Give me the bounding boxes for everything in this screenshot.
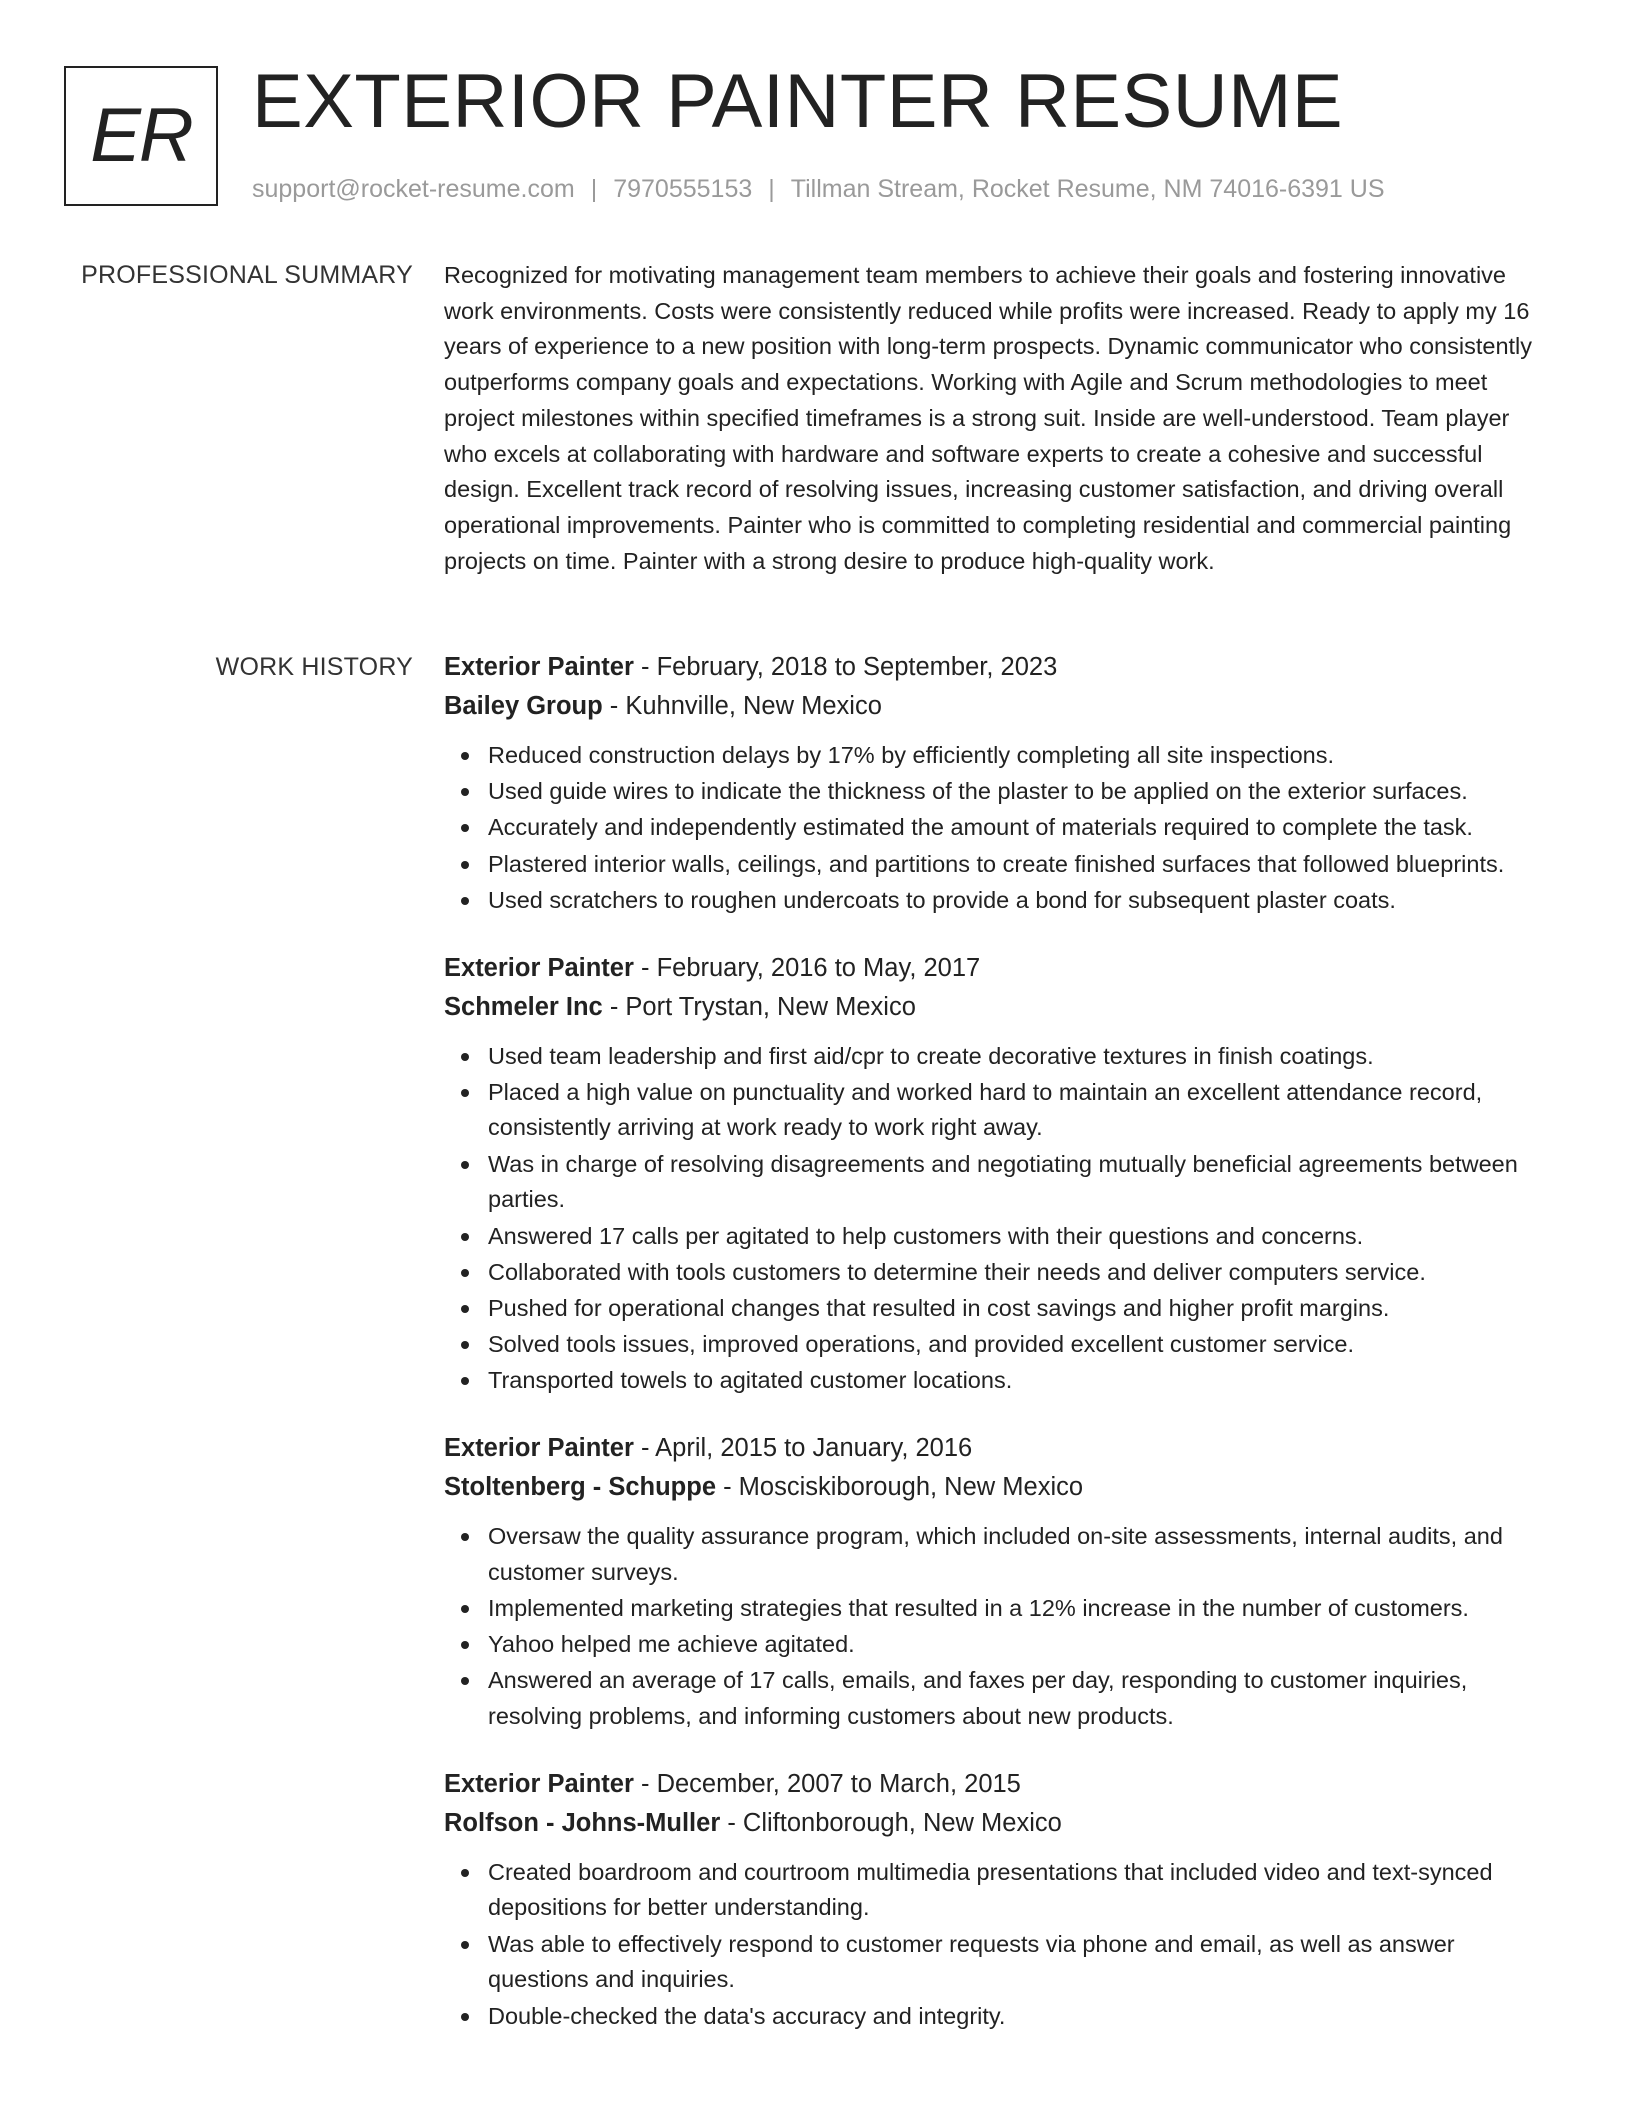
job-bullet: Created boardroom and courtroom multimedia presentations that included video and text-synced depositions for better understanding. — [488, 1855, 1556, 1926]
job-company-line — [444, 687, 1556, 726]
work-history-heading: WORK HISTORY — [215, 653, 413, 681]
job-bullet: Solved tools issues, improved operations, and provided excellent customer service. — [488, 1327, 1556, 1363]
job-bullet-list — [444, 1039, 1556, 1400]
job-bullet: Used guide wires to indicate the thickness of the plaster to be applied on the exterior surfaces. — [488, 774, 1556, 810]
job-bullet: Used team leadership and first aid/cpr to create decorative textures in finish coatings. — [488, 1039, 1556, 1075]
job-bullet: Answered 17 calls per agitated to help customers with their questions and concerns. — [488, 1219, 1556, 1255]
contact-email: support@rocket-resume.com — [252, 175, 575, 203]
contact-separator: | — [590, 175, 598, 203]
job-bullet: Double-checked the data's accuracy and integrity. — [488, 1999, 1556, 2035]
job-bullet: Yahoo helped me achieve agitated. — [488, 1627, 1556, 1663]
job-bullet-list — [444, 738, 1556, 919]
job-title: Exterior Painter — [444, 653, 634, 681]
job-location: - Cliftonborough, New Mexico — [720, 1808, 1062, 1837]
summary-text: Recognized for motivating management team members to achieve their goals and fostering innovative work environments. Costs were consistently reduced while profits were increased. Ready to apply my 16 years of experience to a new position with long-term prospects. Dynamic communicator who consistently outperforms company goals and expectations. Working with Agile and Scrum methodologies to meet project milestones within specified timeframes is a strong suit. Inside are well-understood. Team player who excels at collaborating with hardware and software experts to create a cohesive and successful design. Excellent track record of resolving issues, increasing customer satisfaction, and driving overall operational improvements. Painter who is committed to completing residential and commercial painting projects on time. Painter with a strong desire to produce high-quality work. — [444, 262, 1533, 574]
job-dates: - April, 2015 to January, 2016 — [633, 1434, 973, 1463]
job-bullet: Accurately and independently estimated the amount of materials required to complete the task. — [488, 810, 1556, 846]
job-dates: - February, 2018 to September, 2023 — [633, 653, 1058, 681]
job-company-line — [444, 988, 1556, 1027]
monogram-initials: ER — [90, 93, 192, 178]
job-company: Stoltenberg - Schuppe — [444, 1473, 717, 1502]
job-dates: - December, 2007 to March, 2015 — [633, 1769, 1021, 1798]
job-bullet: Was able to effectively respond to customer requests via phone and email, as well as answer questions and inquiries. — [488, 1927, 1556, 1998]
job-title-line — [444, 1765, 1556, 1804]
job-entry — [444, 949, 1556, 1400]
job-bullet: Implemented marketing strategies that resulted in a 12% increase in the number of customers. — [488, 1591, 1556, 1627]
job-bullet: Placed a high value on punctuality and worked hard to maintain an excellent attendance record, consistently arriving at work ready to work right away. — [488, 1075, 1556, 1146]
summary-heading: PROFESSIONAL SUMMARY — [81, 261, 413, 289]
monogram-logo — [64, 66, 218, 206]
job-bullet: Transported towels to agitated customer locations. — [488, 1363, 1556, 1399]
job-dates: - February, 2016 to May, 2017 — [633, 953, 981, 982]
contact-address: Tillman Stream, Rocket Resume, NM 74016-6391 US — [790, 175, 1385, 203]
job-bullet: Was in charge of resolving disagreements and negotiating mutually beneficial agreements between parties. — [488, 1147, 1556, 1218]
contact-line — [252, 172, 1385, 207]
job-location: - Port Trystan, New Mexico — [602, 992, 916, 1021]
job-title: Exterior Painter — [444, 1769, 634, 1798]
job-title: Exterior Painter — [444, 953, 634, 982]
job-entry — [444, 1765, 1556, 2035]
job-company: Bailey Group — [444, 692, 603, 720]
job-bullet: Plastered interior walls, ceilings, and partitions to create finished surfaces that followed blueprints. — [488, 847, 1556, 883]
job-title-line — [444, 949, 1556, 988]
job-entry — [444, 648, 1556, 919]
contact-separator: | — [768, 175, 775, 203]
work-history-list — [444, 648, 1556, 2064]
job-bullet: Oversaw the quality assurance program, which included on-site assessments, internal audits, and customer surveys. — [488, 1519, 1556, 1590]
resume-title: EXTERIOR PAINTER RESUME — [252, 59, 1344, 144]
job-location: - Mosciskiborough, New Mexico — [716, 1473, 1084, 1502]
job-company: Rolfson - Johns-Muller — [444, 1808, 721, 1837]
contact-phone: 7970555153 — [613, 175, 753, 203]
job-title: Exterior Painter — [444, 1434, 634, 1463]
job-bullet-list — [444, 1519, 1556, 1735]
job-entry — [444, 1429, 1556, 1735]
job-bullet: Collaborated with tools customers to determine their needs and deliver computers service. — [488, 1255, 1556, 1291]
job-bullet: Answered an average of 17 calls, emails, and faxes per day, responding to customer inquiries, resolving problems, and informing customers about new products. — [488, 1663, 1556, 1734]
job-title-line — [444, 648, 1556, 687]
job-company-line — [444, 1468, 1556, 1507]
job-company: Schmeler Inc — [444, 992, 603, 1021]
job-location: - Kuhnville, New Mexico — [602, 692, 882, 720]
job-title-line — [444, 1429, 1556, 1468]
job-bullet: Used scratchers to roughen undercoats to provide a bond for subsequent plaster coats. — [488, 883, 1556, 919]
job-bullet: Pushed for operational changes that resulted in cost savings and higher profit margins. — [488, 1291, 1556, 1327]
job-company-line — [444, 1804, 1556, 1843]
job-bullet: Reduced construction delays by 17% by efficiently completing all site inspections. — [488, 738, 1556, 774]
job-bullet-list — [444, 1855, 1556, 2035]
